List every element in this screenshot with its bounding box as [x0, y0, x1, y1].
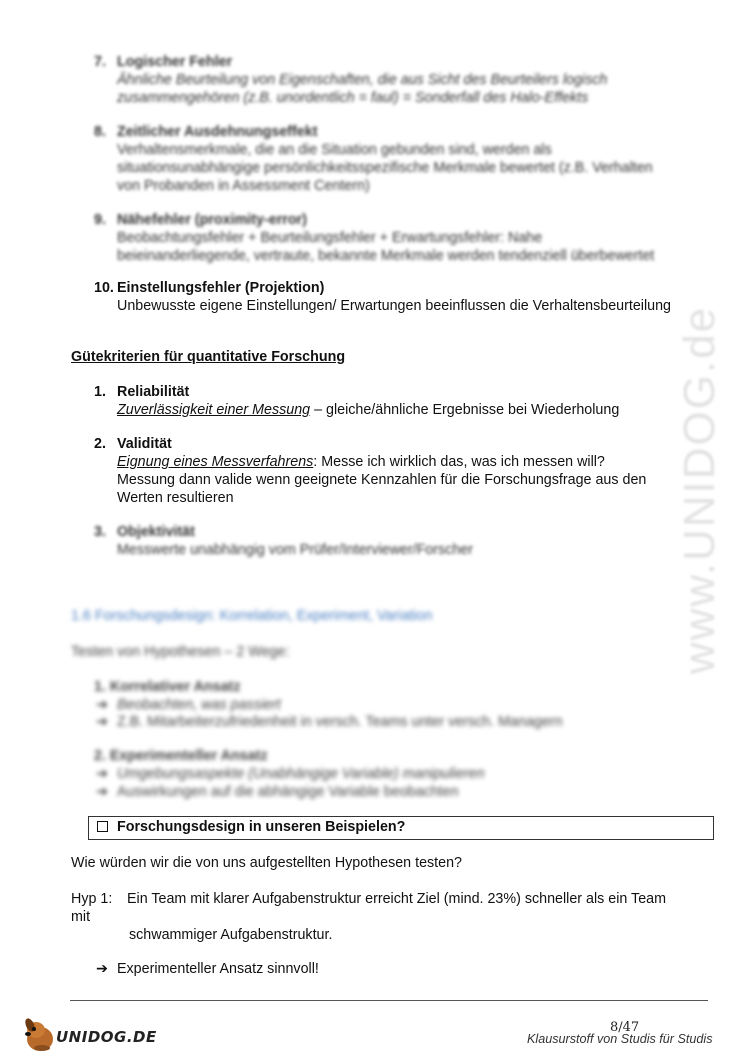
- item-text: situationsunabhängige persönlichkeitsspezifische Merkmale bewertet (z.B. Verhalten: [117, 160, 653, 176]
- item-title: Einstellungsfehler (Projektion): [117, 280, 325, 296]
- item-text: Werten resultieren: [117, 490, 234, 506]
- item-title: Logischer Fehler: [117, 54, 233, 70]
- logo-text: UNIDOG.DE: [56, 1028, 157, 1046]
- item-text: beieinanderliegende, vertraute, bekannte Merkmale werden tendenziell überbewertet: [117, 248, 655, 264]
- item-title: Reliabilität: [117, 384, 190, 400]
- item-number: 10.: [94, 280, 114, 296]
- page-number: 8/47: [610, 1020, 640, 1035]
- item-title: 2. Experimenteller Ansatz: [94, 748, 268, 764]
- unidog-logo: [22, 1015, 157, 1053]
- item-title: Nähefehler (proximity-error): [117, 212, 307, 228]
- question-text: Wie würden wir die von uns aufgestellten Hypothesen testen?: [71, 855, 463, 871]
- footer-divider: [70, 1000, 708, 1001]
- arrow-icon: ➔: [96, 961, 108, 977]
- item-title: Validität: [117, 436, 172, 452]
- forschungsdesign-box: [88, 816, 714, 840]
- item-text: Beobachtungsfehler + Beurteilungsfehler + Erwartungsfehler: Nahe: [117, 230, 543, 246]
- item-text: zusammengehören (z.B. unordentlich = faul) = Sonderfall des Halo-Effekts: [117, 90, 589, 106]
- item-text: Beobachten, was passiert: [117, 697, 281, 713]
- item-text: Verhaltensmerkmale, die an die Situation gebunden sind, werden als: [117, 142, 552, 158]
- item-text: Messwerte unabhängig vom Prüfer/Interviewer/Forscher: [117, 542, 473, 558]
- arrow-icon: ➔: [96, 766, 108, 782]
- hypothesis-text: Ein Team mit klarer Aufgabenstruktur erreicht Ziel (mind. 23%) schneller als ein Team: [127, 891, 667, 907]
- arrow-icon: ➔: [96, 784, 108, 800]
- intro-text: Testen von Hypothesen – 2 Wege:: [71, 644, 290, 660]
- hypothesis-text: mit: [71, 909, 91, 925]
- text: – gleiche/ähnliche Ergebnisse bei Wiederholung: [310, 402, 620, 418]
- section-heading: 1.6 Forschungsdesign: Korrelation, Experiment, Variation: [71, 608, 433, 624]
- item-text: von Probanden in Assessment Centern): [117, 178, 370, 194]
- item-text: Ähnliche Beurteilung von Eigenschaften, die aus Sicht des Beurteilers logisch: [117, 72, 608, 88]
- item-number: 3.: [94, 524, 106, 540]
- conclusion-text: Experimenteller Ansatz sinnvoll!: [117, 961, 319, 977]
- item-text: Umgebungsaspekte (Unabhängige Variable) manipulieren: [117, 766, 485, 782]
- item-title: Zeitlicher Ausdehnungseffekt: [117, 124, 318, 140]
- item-text: [117, 454, 605, 472]
- item-title: Objektivität: [117, 524, 195, 540]
- arrow-icon: ➔: [96, 714, 108, 730]
- item-number: 1.: [94, 384, 106, 400]
- emphasis: Eignung eines Messverfahrens: [117, 454, 314, 470]
- item-title: 1. Korrelativer Ansatz: [94, 679, 241, 695]
- text: : Messe ich wirklich das, was ich messen will?: [313, 454, 605, 470]
- footer-tagline: Klausurstoff von Studis für Studis: [527, 1032, 713, 1046]
- item-number: 7.: [94, 54, 106, 70]
- item-number: 9.: [94, 212, 106, 228]
- item-text: Messung dann valide wenn geeignete Kennzahlen für die Forschungsfrage aus den: [117, 472, 647, 488]
- item-text: [117, 402, 619, 420]
- box-title: Forschungsdesign in unseren Beispielen?: [117, 819, 406, 835]
- item-number: 2.: [94, 436, 106, 452]
- arrow-icon: ➔: [96, 697, 108, 713]
- item-number: 8.: [94, 124, 106, 140]
- checkbox-icon: [97, 821, 108, 832]
- item-text: Auswirkungen auf die abhängige Variable beobachten: [117, 784, 459, 800]
- dog-icon: [22, 1015, 58, 1053]
- item-text: Unbewusste eigene Einstellungen/ Erwartungen beeinflussen die Verhaltensbeurteilung: [117, 298, 671, 314]
- section-heading: Gütekriterien für quantitative Forschung: [71, 349, 346, 365]
- watermark: www.UNIDOG.de: [675, 305, 725, 675]
- emphasis: Zuverlässigkeit einer Messung: [117, 402, 311, 418]
- hypothesis-text: schwammiger Aufgabenstruktur.: [129, 927, 333, 943]
- item-text: Z.B. Mitarbeiterzufriedenheit in versch. Teams unter versch. Managern: [117, 714, 563, 730]
- hypothesis-label: Hyp 1:: [71, 891, 113, 907]
